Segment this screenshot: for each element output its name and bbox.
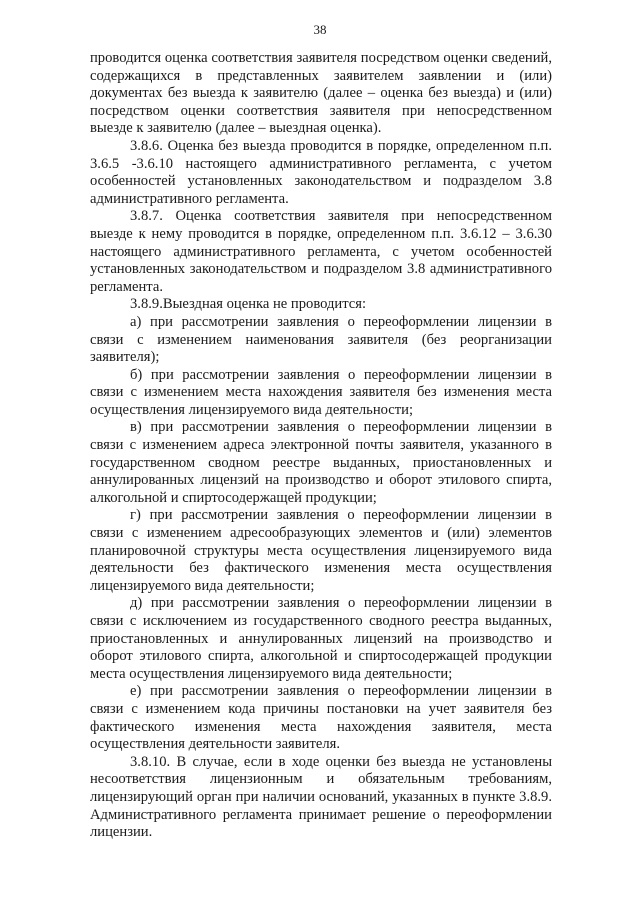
page-number: 38 <box>313 22 327 37</box>
paragraph: 3.8.10. В случае, если в ходе оценки без выезда не установлены несоответствия лицензионным и обязательным требованиям, лицензирующий орган при наличии оснований, указанных в пункте 3.8.9. Административного регламента принимает решение о переоформлении лицензии. <box>90 753 552 841</box>
list-item: д) при рассмотрении заявления о переоформлении лицензии в связи с исключением из государственного сводного реестра выданных, приостановленных и аннулированных лицензий на производство и оборот этилового спирта, алкогольной и спиртосодержащей продукции места осуществления лицензируемого вида деятельности; <box>90 595 552 682</box>
paragraph: 3.8.9.Выездная оценка не проводится: <box>130 296 367 313</box>
document-body <box>90 50 552 842</box>
paragraph: проводится оценка соответствия заявителя посредством оценки сведений, содержащихся в представленных заявителем заявлении и (или) документах без выезда к заявителю (далее – оценка без выезда) и (или) посредством оценки соответствия заявителя при непосредственном выезде к заявителю (далее – выездная оценка). <box>90 50 552 137</box>
list-item: а) при рассмотрении заявления о переоформлении лицензии в связи с изменением наименования заявителя (без реорганизации заявителя); <box>90 313 552 366</box>
list-item: г) при рассмотрении заявления о переоформлении лицензии в связи с изменением адресообразующих элементов и (или) элементов планировочной структуры места осуществления лицензируемого вида деятельности без фактического изменения места осуществления лицензируемого вида деятельности; <box>90 507 552 594</box>
paragraph: 3.8.7. Оценка соответствия заявителя при непосредственном выезде к нему проводится в порядке, определенном п.п. 3.6.12 – 3.6.30 настоящего административного регламента, с учетом особенностей установленных законодательством и подразделом 3.8 административного регламента. <box>90 208 552 295</box>
list-item: е) при рассмотрении заявления о переоформлении лицензии в связи с изменением кода причины постановки на учет заявителя без фактического изменения места нахождения заявителя, места осуществления деятельности заявителя. <box>90 683 552 753</box>
list-item: в) при рассмотрении заявления о переоформлении лицензии в связи с изменением адреса электронной почты заявителя, указанного в государственном сводном реестре выданных, приостановленных и аннулированных лицензий на производство и оборот этилового спирта, алкогольной и спиртосодержащей продукции; <box>90 419 552 506</box>
paragraph: 3.8.6. Оценка без выезда проводится в порядке, определенном п.п. 3.6.5 -3.6.10 настоящего административного регламента, с учетом особенностей установленных законодательством и подразделом 3.8 административного регламента. <box>90 137 552 207</box>
list-item: б) при рассмотрении заявления о переоформлении лицензии в связи с изменением места нахождения заявителя без изменения места осуществления лицензируемого вида деятельности; <box>90 366 552 418</box>
